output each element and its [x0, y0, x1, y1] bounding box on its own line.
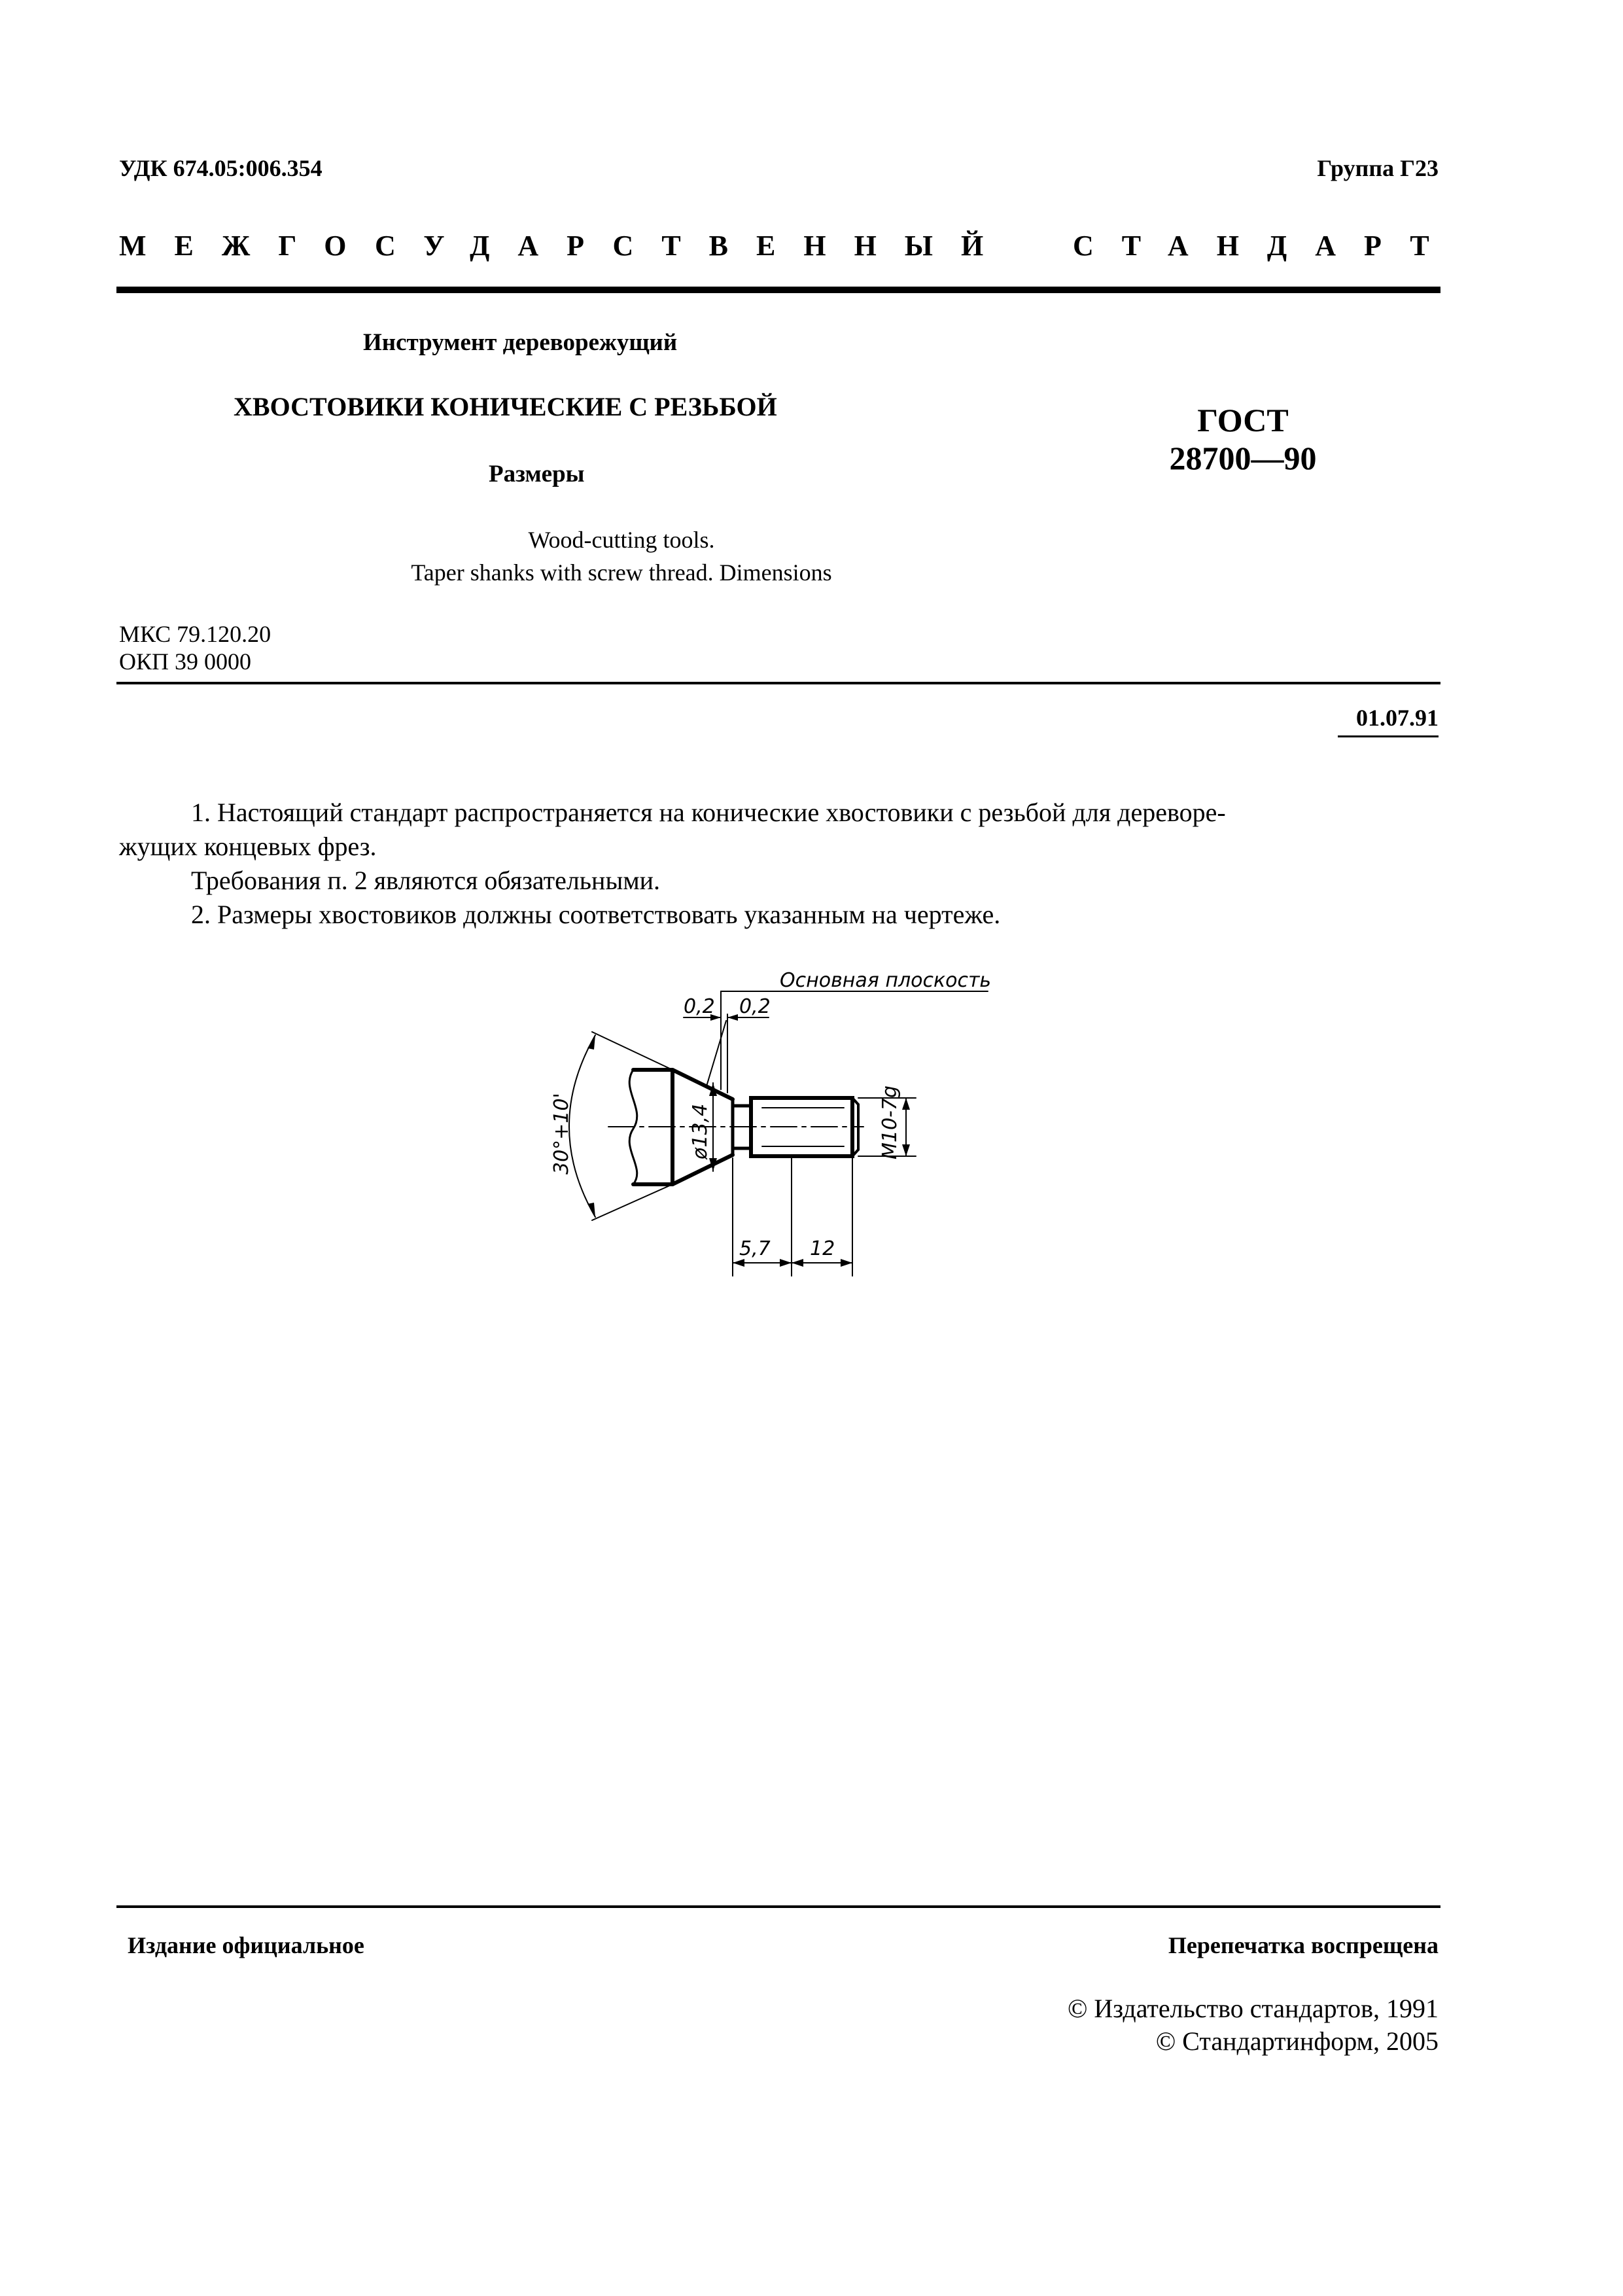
- official-edition: Издание официальное: [128, 1932, 364, 1958]
- base-plane-label: Основная плоскость: [780, 969, 992, 992]
- footer-rule: [116, 1905, 1440, 1908]
- paragraph-requirements: Требования п. 2 являются обязательными.: [191, 866, 661, 895]
- banner-standard: СТАНДАРТ: [1073, 230, 1457, 262]
- paragraph-1-line-1: 1. Настоящий стандарт распространяется на конические хвостовики с резьбой для деревоpе-: [191, 798, 1226, 827]
- okp-code: ОКП 39 0000: [119, 648, 252, 675]
- paragraph-2: 2. Размеры хвостовиков должны соответствовать указанным на чертеже.: [191, 900, 1001, 929]
- document-title: ХВОСТОВИКИ КОНИЧЕСКИЕ С РЕЗЬБОЙ: [234, 392, 777, 421]
- gap-dimension-right: 0,2: [739, 995, 771, 1018]
- english-title-line1: Wood-cutting tools.: [528, 527, 715, 553]
- gost-label: ГОСТ: [1197, 402, 1289, 438]
- thread-dimension: M10-7g: [879, 1085, 901, 1159]
- paragraph-1-line-2: жущих концевых фрез.: [119, 832, 377, 861]
- mks-code: МКС 79.120.20: [119, 621, 271, 647]
- gap-dimension-left: 0,2: [684, 995, 715, 1018]
- length-dimension-small: 5,7: [739, 1237, 771, 1260]
- diameter-dimension: ø13,4: [689, 1103, 712, 1159]
- gost-number: 28700—90: [1169, 440, 1317, 476]
- udk-code: УДК 674.05:006.354: [119, 155, 323, 181]
- document-category: Инструмент дереворежущий: [363, 329, 678, 356]
- classification-rule: [116, 682, 1440, 684]
- length-dimension-thread: 12: [810, 1237, 835, 1260]
- effective-date: 01.07.91: [1356, 705, 1439, 731]
- document-subtitle: Размеры: [489, 461, 585, 487]
- english-title-line2: Taper shanks with screw thread. Dimensions: [411, 559, 832, 586]
- banner-interstate: МЕЖГОСУДАРСТВЕННЫЙ: [119, 230, 1012, 262]
- group-code: Группа Г23: [1317, 155, 1439, 181]
- copyright-1991: © Издательство стандартов, 1991: [1067, 1994, 1439, 2023]
- copyright-2005: © Стандартинформ, 2005: [1155, 2026, 1439, 2056]
- effective-date-underline: [1338, 735, 1439, 737]
- reprint-prohibited: Перепечатка воспрещена: [1168, 1932, 1439, 1958]
- angle-dimension: 30°+10': [550, 1093, 573, 1174]
- taper-shank-drawing: [517, 955, 1027, 1296]
- header-thick-rule: [116, 287, 1440, 293]
